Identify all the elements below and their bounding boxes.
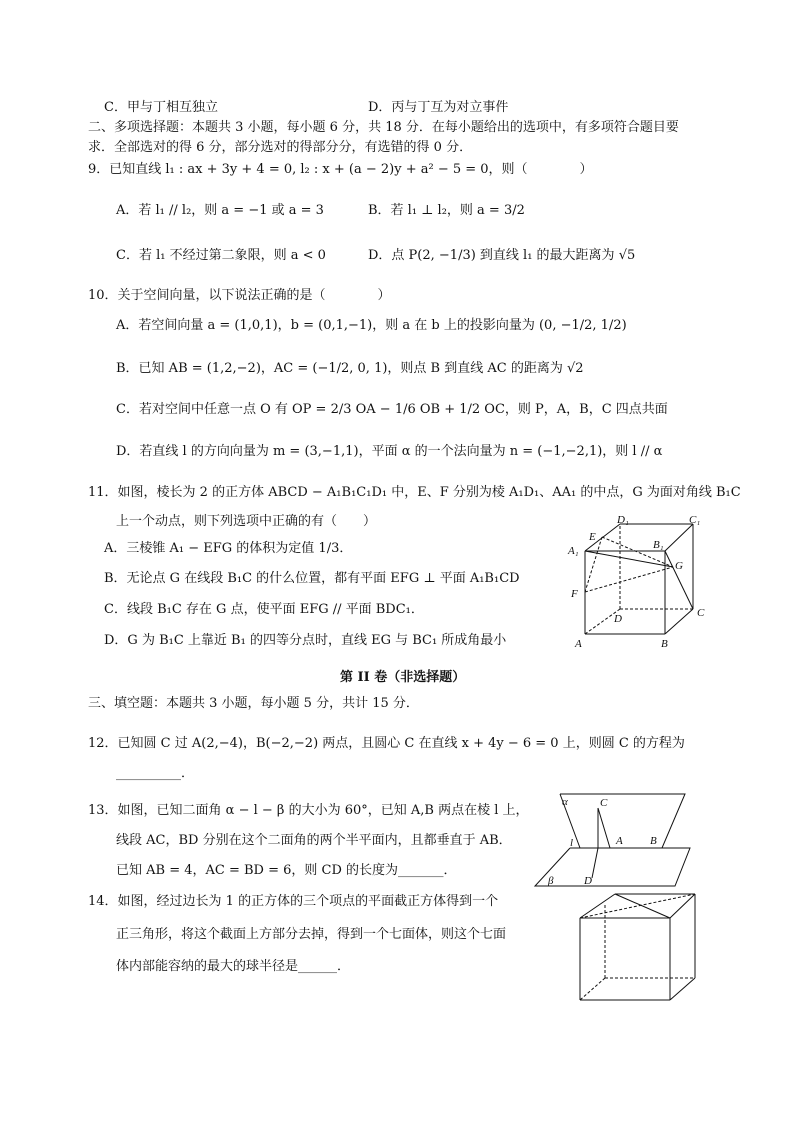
question-12: 12．已知圆 C 过 A(2,−4)，B(−2,−2) 两点，且圆心 C 在直线 x + 4y − 6 = 0 上，则圆 C 的方程为	[88, 736, 685, 751]
label-e: E	[589, 531, 596, 543]
segment-bd	[592, 848, 598, 878]
q9-option-c: C．若 l₁ 不经过第二象限，则 a < 0	[116, 248, 326, 263]
label-c1: C₁	[689, 514, 701, 526]
label-beta: β	[548, 875, 554, 887]
option-9c-prev: C．甲与丁相互独立	[104, 100, 218, 115]
q11-option-b: B．无论点 G 在线段 B₁C 的什么位置，都有平面 EFG ⊥ 平面 A₁B₁CD	[104, 571, 520, 586]
bottom-right-edge	[670, 978, 695, 1000]
q9-option-d: D．点 P(2, −1/3) 到直线 l₁ 的最大距离为 √5	[368, 248, 636, 263]
question-9: 9．已知直线 l₁ : ax + 3y + 4 = 0, l₂ : x + (a − 2)y + a² − 5 = 0，则（ ）	[88, 162, 593, 177]
q10-option-d: D．若直线 l 的方向向量为 m = (3,−1,1)，平面 α 的一个法向量为 n = (−1,−2,1)，则 l // α	[116, 444, 663, 459]
label-c: C	[600, 797, 608, 809]
question-14: 14．如图，经过边长为 1 的正方体的三个项点的平面截正方体得到一个	[88, 894, 499, 909]
question-13-cont2: 已知 AB = 4，AC = BD = 6，则 CD 的长度为_______．	[116, 863, 457, 878]
q9-option-a: A．若 l₁ // l₂，则 a = −1 或 a = 3	[116, 203, 324, 218]
label-b: B	[661, 638, 668, 650]
question-10: 10．关于空间向量，以下说法正确的是（ ）	[88, 288, 391, 303]
q10-option-b: B．已知 AB = (1,2,−2)，AC = (−1/2, 0, 1)，则点 B 到直线 AC 的距离为 √2	[116, 361, 584, 376]
label-d1: D₁	[617, 514, 629, 526]
question-13: 13．如图，已知二面角 α − l − β 的大小为 60°，已知 A,B 两点在棱 l 上，	[88, 803, 529, 818]
q10-option-a: A．若空间向量 a = (1,0,1)，b = (0,1,−1)，则 a 在 b 上的投影向量为 (0, −1/2, 1/2)	[116, 318, 627, 333]
segment-ef	[585, 537, 602, 592]
label-c: C	[697, 607, 705, 619]
edge-b1c1	[665, 524, 693, 551]
section-2-heading: 二、多项选择题：本题共 3 小题，每小题 6 分，共 18 分．在每小题给出的选项中，有多项符合题目要	[88, 120, 679, 135]
q10-option-c: C．若对空间中任意一点 O 有 OP = 2/3 OA − 1/6 OB + 1/2 OC，则 P，A，B，C 四点共面	[116, 402, 668, 417]
heptahedron-figure-q14	[570, 890, 700, 1010]
segment-a1g	[585, 551, 673, 567]
label-d: D	[614, 613, 622, 625]
part-2-heading: 第 II 卷（非选择题）	[340, 670, 466, 685]
question-14-cont: 正三角形，将这个截面上方部分去掉，得到一个七面体，则这个七面	[116, 927, 507, 942]
label-f: F	[571, 588, 578, 600]
q11-option-c: C．线段 B₁C 存在 G 点，使平面 EFG // 平面 BDC₁．	[104, 602, 424, 617]
q9-option-b: B．若 l₁ ⊥ l₂，则 a = 3/2	[368, 203, 525, 218]
plane-beta	[535, 848, 690, 886]
option-9d-prev: D．丙与丁互为对立事件	[368, 100, 509, 115]
question-11: 11．如图，棱长为 2 的正方体 ABCD − A₁B₁C₁D₁ 中，E、F 分别为棱 A₁D₁、AA₁ 的中点，G 为面对角线 B₁C	[88, 485, 741, 500]
cube-figure-q11	[565, 514, 705, 654]
label-d: D	[584, 875, 592, 887]
edge-bc	[665, 609, 693, 634]
label-b1: B₁	[653, 539, 664, 551]
label-b: B	[650, 835, 657, 847]
q11-option-d: D．G 为 B₁C 上靠近 B₁ 的四等分点时，直线 EG 与 BC₁ 所成角最小	[104, 633, 507, 648]
dihedral-figure-q13	[530, 790, 690, 890]
section-edge-2	[670, 894, 695, 918]
section-edge-1	[615, 894, 670, 918]
hidden-left-bottom	[580, 978, 605, 1000]
q11-option-a: A．三棱锥 A₁ − EFG 的体积为定值 1/3．	[104, 541, 353, 556]
segment-fg	[585, 567, 673, 592]
section-2-heading-cont: 求．全部选对的得 6 分，部分选对的得部分分，有选错的得 0 分．	[88, 140, 473, 155]
label-alpha: α	[562, 796, 568, 808]
section-3-heading: 三、填空题：本题共 3 小题，每小题 5 分，共计 15 分．	[88, 696, 419, 711]
question-14-cont2: 体内部能容纳的最大的球半径是______．	[116, 959, 351, 974]
segment-ac-slant	[598, 808, 610, 848]
label-a1: A₁	[568, 545, 579, 557]
question-12-blank: __________．	[116, 766, 195, 781]
question-13-cont: 线段 AC，BD 分别在这个二面角的两个半平面内，且都垂直于 AB．	[116, 833, 512, 848]
label-a: A	[575, 638, 582, 650]
label-g: G	[675, 560, 683, 572]
label-a: A	[616, 835, 623, 847]
label-l: l	[570, 837, 574, 849]
question-11-cont: 上一个动点，则下列选项中正确的有（ ）	[116, 514, 377, 529]
